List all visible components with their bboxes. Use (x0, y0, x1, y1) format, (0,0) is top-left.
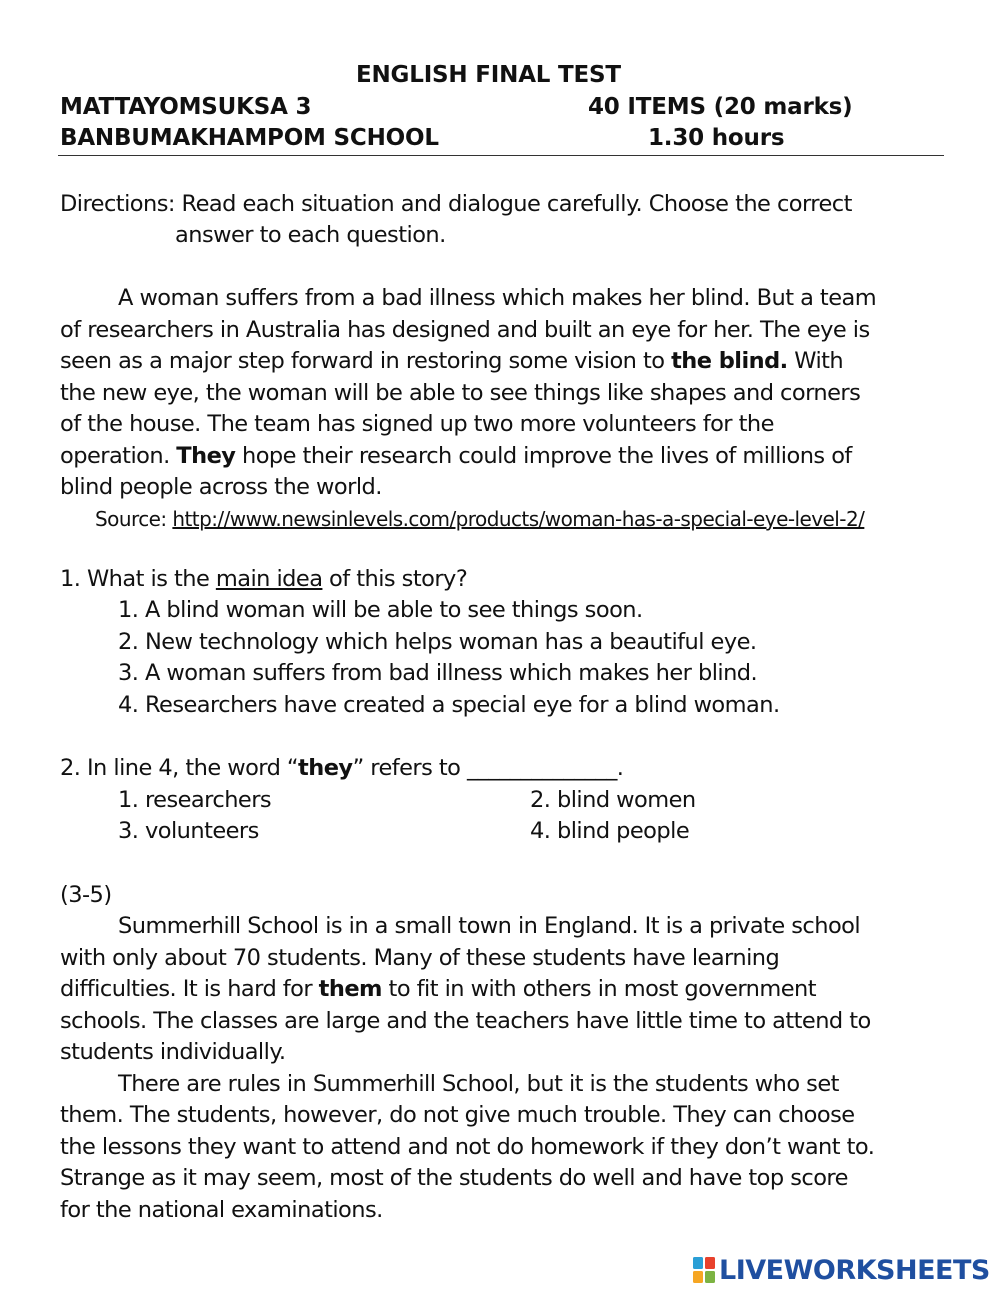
q1-option-4[interactable]: 4. Researchers have created a special eye for a blind woman. (118, 692, 780, 718)
question-text: 1. What is the (60, 566, 216, 592)
passage2-line: with only about 70 students. Many of these students have learning (60, 945, 780, 971)
passage2-text: difficulties. It is hard for (60, 976, 319, 1002)
q2-option-1[interactable]: 1. researchers (118, 787, 272, 813)
question-text: of this story? (322, 566, 468, 592)
passage1-line: the new eye, the woman will be able to see things like shapes and corners (60, 380, 861, 406)
q2-option-2[interactable]: 2. blind women (530, 787, 696, 813)
q2-option-3[interactable]: 3. volunteers (118, 818, 259, 844)
header-divider (58, 155, 944, 156)
passage1-line (60, 441, 852, 473)
passage2-line: them. The students, however, do not give much trouble. They can choose (60, 1102, 855, 1128)
q1-option-2[interactable]: 2. New technology which helps woman has a beautiful eye. (118, 629, 757, 655)
passage2-line: Summerhill School is in a small town in England. It is a private school (118, 913, 861, 939)
duration-label: 1.30 hours (648, 125, 785, 151)
passage2-line: There are rules in Summerhill School, but it is the students who set (118, 1071, 839, 1097)
liveworksheets-logo-icon (693, 1257, 715, 1283)
school-name: BANBUMAKHAMPOM SCHOOL (60, 125, 439, 151)
question-2-stem (60, 753, 623, 785)
liveworksheets-logo (693, 1253, 990, 1287)
passage2-line: for the national examinations. (60, 1197, 383, 1223)
bold-term-they: they (298, 755, 353, 781)
liveworksheets-wordmark: LIVEWORKSHEETS (719, 1254, 990, 1286)
underlined-term-main-idea: main idea (215, 566, 323, 592)
passage1-text: operation. (60, 443, 177, 469)
passage2-line: the lessons they want to attend and not do homework if they don’t want to. (60, 1134, 875, 1160)
passage2-line: schools. The classes are large and the teachers have little time to attend to (60, 1008, 871, 1034)
q1-option-1[interactable]: 1. A blind woman will be able to see things soon. (118, 597, 643, 623)
directions-line-2: answer to each question. (175, 222, 446, 248)
passage2-text: to fit in with others in most government (381, 976, 817, 1002)
bold-term-the-blind: the blind. (671, 348, 788, 374)
q1-option-3[interactable]: 3. A woman suffers from bad illness which makes her blind. (118, 660, 758, 686)
passage1-text: hope their research could improve the lives of millions of (235, 443, 852, 469)
passage2-line: Strange as it may seem, most of the students do well and have top score (60, 1165, 848, 1191)
source-label: Source: (95, 507, 173, 531)
source-line (95, 504, 864, 536)
q2-option-4[interactable]: 4. blind people (530, 818, 690, 844)
passage1-line: A woman suffers from a bad illness which makes her blind. But a team (118, 285, 877, 311)
passage1-text: seen as a major step forward in restoring some vision to (60, 348, 672, 374)
bold-term-them: them (318, 976, 382, 1002)
passage1-line: blind people across the world. (60, 474, 382, 500)
passage1-line: of the house. The team has signed up two more volunteers for the (60, 411, 774, 437)
directions-line-1: Directions: Read each situation and dialogue carefully. Choose the correct (60, 191, 852, 217)
bold-term-they: They (176, 443, 236, 469)
passage1-text: With (787, 348, 844, 374)
question-range-label: (3-5) (60, 882, 112, 908)
source-link[interactable]: http://www.newsinlevels.com/products/woman-has-a-special-eye-level-2/ (172, 507, 865, 531)
grade-label: MATTAYOMSUKSA 3 (60, 94, 312, 120)
passage1-line (60, 346, 843, 378)
test-title: ENGLISH FINAL TEST (356, 62, 621, 88)
question-1-stem (60, 564, 467, 596)
passage2-line: students individually. (60, 1039, 286, 1065)
passage1-line: of researchers in Australia has designed and built an eye for her. The eye is (60, 317, 870, 343)
items-label: 40 ITEMS (20 marks) (588, 94, 853, 120)
passage2-line (60, 974, 816, 1006)
question-text: 2. In line 4, the word “ (60, 755, 299, 781)
question-text: ” refers to ______________. (352, 755, 624, 781)
